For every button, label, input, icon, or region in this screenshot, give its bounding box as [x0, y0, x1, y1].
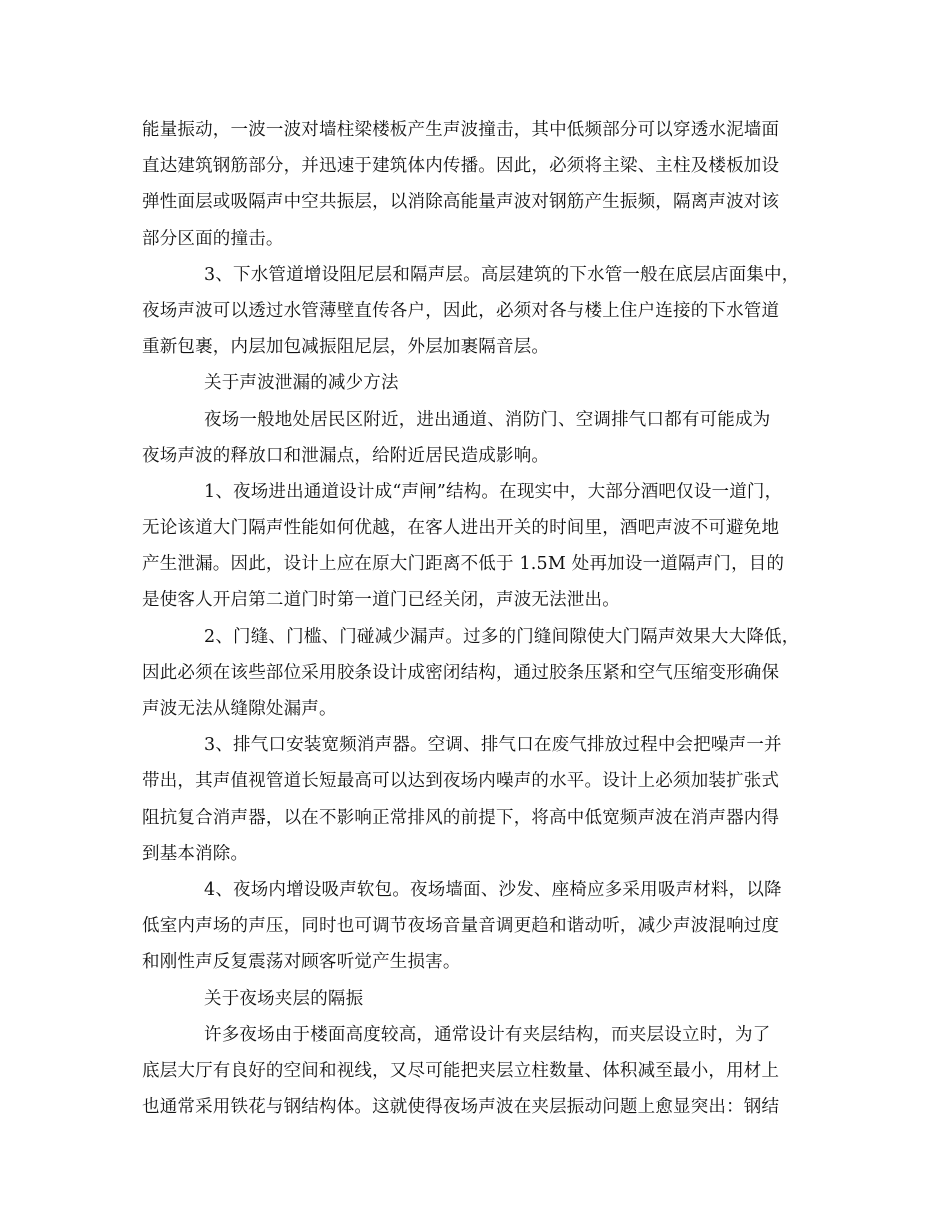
- text-line: 直达建筑钢筋部分，并迅速于建筑体内传播。因此，必须将主梁、主柱及楼板加设: [142, 156, 780, 177]
- text-line: 带出，其声值视管道长短最高可以达到夜场内噪声的水平。设计上必须加装扩张式: [142, 771, 780, 792]
- text-line: 关于声波泄漏的减少方法: [204, 373, 399, 394]
- text-line: 2、门缝、门槛、门碰减少漏声。过多的门缝间隙使大门隔声效果大大降低，: [204, 626, 800, 647]
- text-line: 和刚性声反复震荡对顾客听觉产生损害。: [142, 952, 461, 973]
- text-line: 声波无法从缝隙处漏声。: [142, 699, 337, 719]
- text-line: 低室内声场的声压，同时也可调节夜场音量音调更趋和谐动听，减少声波混响过度: [142, 916, 780, 937]
- document-page: [142, 112, 822, 1125]
- text-line: 到基本消除。: [142, 843, 249, 864]
- text-line: 3、排气口安装宽频消声器。空调、排气口在废气排放过程中会把噪声一并: [204, 735, 782, 756]
- text-line: 4、夜场内增设吸声软包。夜场墙面、沙发、座椅应多采用吸声材料，以降: [204, 879, 782, 900]
- text-line: 无论该道大门隔声性能如何优越，在客人进出开关的时间里，酒吧声波不可避免地: [142, 518, 780, 539]
- text-line: 3、下水管道增设阻尼层和隔声层。高层建筑的下水管一般在底层店面集中，: [204, 264, 800, 285]
- text-line: 产生泄漏。因此，设计上应在原大门距离不低于 1.5M 处再加设一道隔声门，目的: [142, 554, 785, 575]
- text-line: 底层大厅有良好的空间和视线，又尽可能把夹层立柱数量、体积减至最小，用材上: [142, 1060, 780, 1081]
- text-line: 1、夜场进出通道设计成“声闸”结构。在现实中，大部分酒吧仅设一道门，: [204, 481, 783, 502]
- text-line: 是使客人开启第二道门时第一道门已经关闭，声波无法泄出。: [142, 590, 620, 611]
- text-line: 阻抗复合消声器，以在不影响正常排风的前提下，将高中低宽频声波在消声器内得: [142, 807, 780, 828]
- text-line: 夜场声波可以透过水管薄壁直传各户，因此，必须对各与楼上住户连接的下水管道: [142, 300, 780, 321]
- text-line: 弹性面层或吸隔声中空共振层，以消除高能量声波对钢筋产生振频，隔离声波对该: [142, 192, 780, 213]
- text-line: 夜场一般地处居民区附近，进出通道、消防门、空调排气口都有可能成为: [204, 409, 771, 430]
- text-line: 许多夜场由于楼面高度较高，通常设计有夹层结构，而夹层设立时，为了: [204, 1024, 771, 1045]
- text-line: 夜场声波的释放口和泄漏点，给附近居民造成影响。: [142, 445, 550, 466]
- text-line: 能量振动，一波一波对墙柱梁楼板产生声波撞击，其中低频部分可以穿透水泥墙面: [142, 120, 780, 140]
- text-line: 因此必须在该些部位采用胶条设计成密闭结构，通过胶条压紧和空气压缩变形确保: [142, 662, 780, 683]
- text-line: 重新包裹，内层加包减振阻尼层，外层加裹隔音层。: [142, 337, 550, 358]
- text-line: 关于夜场夹层的隔振: [204, 988, 364, 1009]
- text-line: 部分区面的撞击。: [142, 228, 284, 249]
- text-line: 也通常采用铁花与钢结构体。这就使得夜场声波在夹层振动问题上愈显突出：钢结: [142, 1097, 780, 1118]
